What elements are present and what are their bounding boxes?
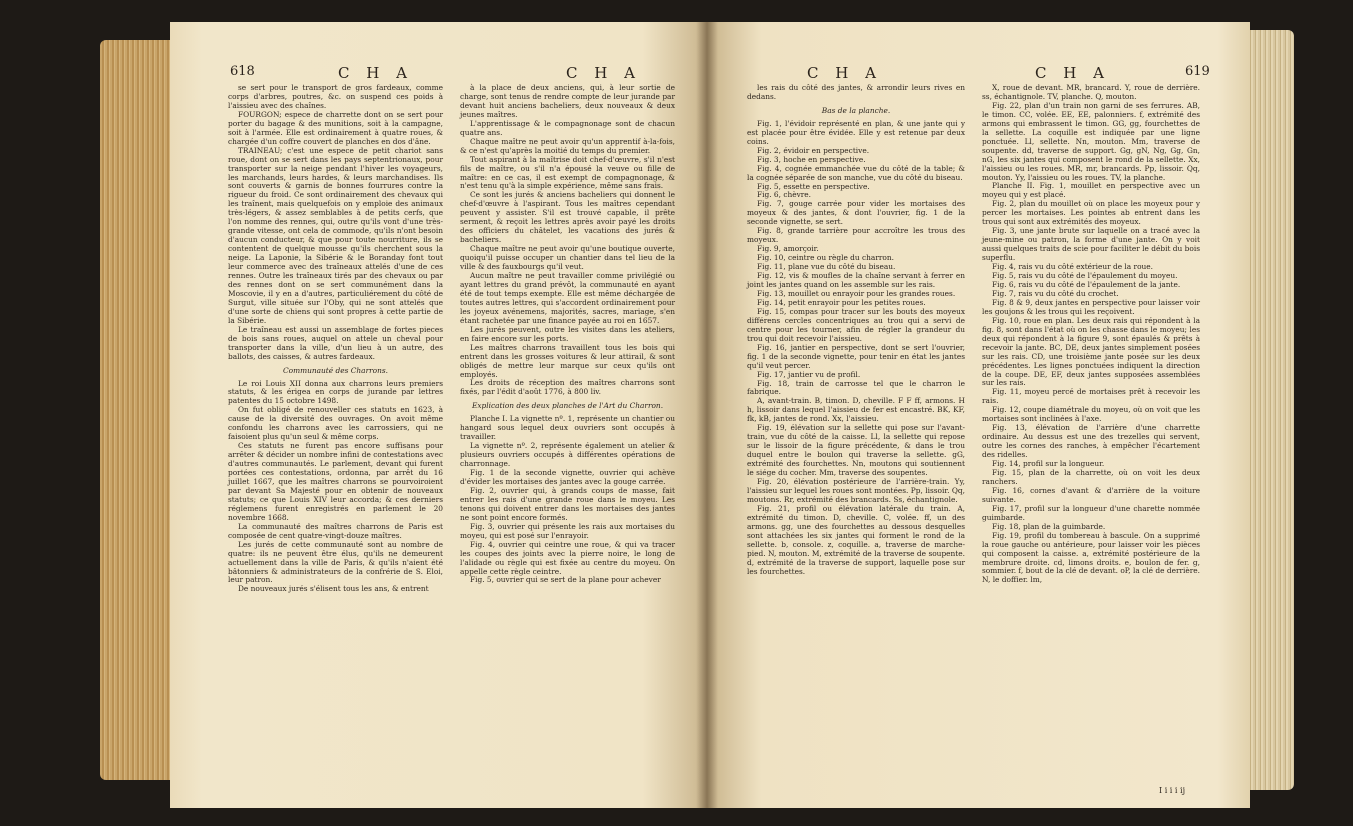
paragraph: Fig. 6, rais vu du côté de l'épaulement de la jante. xyxy=(992,279,1181,289)
paragraph: Fig. 1 de la seconde vignette, ouvrier qui achève d'évider les mortaises des jantes avec la gouge carrée. xyxy=(460,468,675,486)
paragraph: Fig. 7, gouge carrée pour vider les mortaises des moyeux & des jantes, & dont l'ouvrier, fig. 1 de la seconde vignette, se sert. xyxy=(747,199,965,227)
paragraph: Fig. 1, l'évidoir représenté en plan, & une jante qui y est placée pour être évidée. Elle y est retenue par deux coins. xyxy=(747,118,965,146)
paragraph: L'apprentissage & le compagnonage sont de chacun quatre ans. xyxy=(460,118,675,137)
paragraph: les rais du côté des jantes, & arrondir leurs rives en dedans. xyxy=(747,83,965,101)
paragraph: Fig. 12, vis & moufles de la chaîne servant à ferrer en joint les jantes quand on les assemble sur les rais. xyxy=(747,271,965,290)
book-gutter xyxy=(696,22,718,808)
paragraph: Fig. 2, évidoir en perspective. xyxy=(757,145,870,155)
paragraph: Fig. 3, ouvrier qui présente les rais aux mortaises du moyeu, qui est posé sur l'enrayoir. xyxy=(460,521,675,540)
paragraph: Fig. 18, train de carrosse tel que le charron le fabrique. xyxy=(747,378,965,397)
right-page-number: 619 xyxy=(1185,64,1210,79)
paragraph: Fig. 11, moyeu percé de mortaises prêt à recevoir les rais. xyxy=(982,387,1200,406)
paragraph: Fig. 6, chèvre. xyxy=(757,190,812,200)
right-page xyxy=(707,22,1250,808)
paragraph: Les maîtres charrons travaillent tous les bois qui entrent dans les grosses voitures & leur attirail, & sont obligés de mettre leur marque sur ceux qu'ils ont employés. xyxy=(460,342,675,379)
left-page-number: 618 xyxy=(230,64,255,79)
paragraph: Fig. 5, ouvrier qui se sert de la plane pour achever xyxy=(470,575,661,585)
paragraph: Chaque maître ne peut avoir qu'un apprentif à-la-fois, & ce n'est qu'après la moitié du temps du premier. xyxy=(460,136,675,155)
paragraph: Fig. 16, jantier en perspective, dont se sert l'ouvrier, fig. 1 de la seconde vignette, pour tenir en état les jantes qu'il veut percer. xyxy=(747,342,965,370)
paragraph: Fig. 13, élévation de l'arrière d'une charrette ordinaire. Au dessus est une des trezelles qui servent, outre les cornes des ranches, à empêcher l'écartement des ridelles. xyxy=(982,423,1200,460)
left-running-head-2: C H A xyxy=(566,64,641,82)
left-running-head-1: C H A xyxy=(338,64,413,82)
paragraph: Fig. 19, élévation sur la sellette qui pose sur l'avant-train, vue du côté de la caisse. Ll, la sellette qui repose sur le lissoir de la figure précédente, & dans le trou duquel entre le boulon qui traverse la sellette. gG, extrémité des fourchettes. Nn, moutons qui soutiennent le siége du cocher. Mm, traverse des soupentes. xyxy=(747,423,965,478)
paragraph: La communauté des maîtres charrons de Paris est composée de cent quatre-vingt-douze maîtres. xyxy=(228,521,443,540)
right-running-head-2: C H A xyxy=(1035,64,1110,82)
paragraph: se sert pour le transport de gros fardeaux, comme corps d'arbres, poutres, &c. on suspend ces poids à l'aissieu avec des chaînes. xyxy=(228,83,443,110)
paragraph: Fig. 9, amorçoir. xyxy=(757,244,819,254)
paragraph: Planche II. Fig. 1, mouillet en perspective avec un moyeu qui y est placé. xyxy=(982,181,1200,200)
left-page-edges xyxy=(100,40,172,780)
paragraph: Fig. 2, ouvrier qui, à grands coups de masse, fait entrer les rais d'une grande roue dans le moyeu. Les tenons qui doivent entrer dans les mortaises des jantes ne sont point encore formés. xyxy=(460,485,675,522)
section-heading: Explication des deux planches de l'Art du Charron. xyxy=(471,401,664,411)
paragraph: Fig. 4, ouvrier qui ceintre une roue, & qui va tracer les coupes des joints avec la pierre noire, le long de l'alidade ou règle qui est fixée au centre du moyeu. On appelle cette règle ceintre. xyxy=(460,539,675,576)
left-column-1 xyxy=(228,84,443,594)
signature-mark: I i i i ij xyxy=(1159,786,1186,795)
paragraph: On fut obligé de renouveller ces statuts en 1623, à cause de la diversité des ouvrages. On avoit même confondu les charrons avec les carrossiers, qui ne faisoient plus qu'un seul & même corps. xyxy=(228,405,443,442)
paragraph: Fig. 3, hoche en perspective. xyxy=(757,154,866,164)
paragraph: Le roi Louis XII donna aux charrons leurs premiers statuts, & les érigea en corps de jurande par lettres patentes du 15 octobre 1498. xyxy=(228,378,443,406)
paragraph: Fig. 12, coupe diamétrale du moyeu, où on voit que les mortaises sont inclinées à l'axe. xyxy=(982,405,1200,424)
paragraph: Fig. 2, plan du mouillet où on place les moyeux pour y percer les mortaises. Les pointes ab entrent dans les trous qui sont aux extrémités des moyeux. xyxy=(982,199,1200,227)
paragraph: Fig. 5, essette en perspective. xyxy=(757,181,870,191)
paragraph: Planche I. La vignette nº. 1, représente un chantier ou hangard sous lequel deux ouvriers sont occupés à travailler. xyxy=(460,414,675,442)
paragraph: Fig. 15, plan de la charrette, où on voit les deux ranchers. xyxy=(982,467,1200,486)
paragraph: Fig. 10, roue en plan. Les deux rais qui répondent à la fig. 8, sont dans l'état où on les chasse dans le moyeu; les deux qui répondent à la figure 9, sont épaulés & prêts à recevoir la jante. BC, DE, deux jantes simplement posées sur les rais. CD, une troisième jante posée sur les deux précédentes. Les lignes ponctuées indiquent la direction de la coupe. DE, EF, deux jantes supposées assemblées sur les rais. xyxy=(982,315,1200,388)
paragraph: Fig. 17, profil sur la longueur d'une charette nommée guimbarde. xyxy=(982,503,1200,522)
paragraph: Fig. 19, profil du tombereau à bascule. On a supprimé la roue gauche ou antérieure, pour laisser voir les pièces qui composent la caisse. a, extrémité postérieure de la membrure droite. cd, limons droits. e, boulon de fer. g, sommier. f, bout de la clé de devant. oP, la clé de derrière. N, le doffier. lm, xyxy=(982,530,1200,585)
paragraph: Fig. 14, profil sur la longueur. xyxy=(992,459,1105,469)
paragraph: Fig. 21, profil ou élévation latérale du train. A, extrémité du timon. D, cheville. C, volée. ff, un des armons. gg, une des fourchettes au dessous desquelles sont attachées les six jantes qui forment le rond de la sellette. b, console. z, coquille. a, traverse de marche-pied. N, mouton. M, extrémité de la traverse de soupente. d, extrémité de la traverse de support, laquelle pose sur les fourchettes. xyxy=(747,503,965,576)
paragraph: à la place de deux anciens, qui, à leur sortie de charge, sont tenus de rendre compte de leur jurande par devant huit anciens bacheliers, deux nouveaux & deux jeunes maîtres. xyxy=(460,83,675,119)
paragraph: La vignette nº. 2, représente également un atelier & plusieurs ouvriers occupés à différentes opérations de charronnage. xyxy=(460,441,675,469)
paragraph: Les jurés de cette communauté sont au nombre de quatre: ils ne peuvent être élus, qu'ils ne demeurent actuellement dans la ville de Paris, & qu'ils n'aient été bâtonniers & administrateurs de la confrérie de S. Eloi, leur patron. xyxy=(228,539,443,585)
paragraph: Fig. 3, une jante brute sur laquelle on a tracé avec la jeune-mine ou patron, la forme d'une jante. On y voit aussi quelques traits de scie pour faciliter le débit du bois superflu. xyxy=(982,226,1200,263)
paragraph: Fig. 22, plan d'un train non garni de ses ferrures. AB, le timon. CC, volée. EE, EE, palonniers. f, extrémité des armons qui embrassent le timon. GG, gg, fourchettes de la sellette. La coquille est indiquée par une ligne ponctuée. Ll, sellette. Nn, mouton. Mm, traverse de soupente. dd, traverse de support. Gg, gN, Ng, Gg, Gn, nG, les six jantes qui composent le rond de la sellette. Xx, l'aissieu ou les roues. MR, mr, brancards. Pp, lissoir. Qq, mouton. Yy, l'aissieu ou les roues. TV, la planche. xyxy=(982,100,1200,182)
paragraph: Le traîneau est aussi un assemblage de fortes pieces de bois sans roues, auquel on attele un cheval pour transporter dans la ville, d'un lieu à un autre, des ballots, des caisses, & autres fardeaux. xyxy=(228,324,443,361)
section-heading: Bas de la planche. xyxy=(821,105,891,115)
paragraph: Ces statuts ne furent pas encore suffisans pour arrêter & décider un nombre infini de contestations avec d'autres communautés. Le parlement, devant qui furent portées ces contestations, ordonna, par arrêt du 16 juillet 1667, que les maîtres charrons se pourvoiroient par devant Sa Majesté pour en obtenir de nouveaux statuts; ce que Louis XIV leur accorda; & ces derniers réglemens furent enregistrés en parlement le 20 novembre 1668. xyxy=(228,441,443,522)
left-page xyxy=(170,22,707,808)
paragraph: Les jurés peuvent, outre les visites dans les ateliers, en faire encore sur les ports. xyxy=(460,324,675,343)
paragraph: Fig. 15, compas pour tracer sur les bouts des moyeux différens cercles concentriques au trou qui a servi de centre pour les tourner, afin de régler la grandeur du trou qui doit recevoir l'aissieu. xyxy=(747,306,965,343)
paragraph: X, roue de devant. MR, brancard. Y, roue de derrière. ss, échantignole. TV, planche. Q, mouton. xyxy=(982,83,1200,101)
paragraph: Fig. 11, plane vue du côté du biseau. xyxy=(757,262,896,272)
paragraph: Fig. 8 & 9, deux jantes en perspective pour laisser voir les goujons & les trous qui les reçoivent. xyxy=(982,297,1200,316)
paragraph: Tout aspirant à la maîtrise doit chef-d'œuvre, s'il n'est fils de maître, ou s'il n'a épousé la veuve ou fille de maître: en ce cas, il est exempt de compagnonage, & n'est tenu qu'à la simple expérience, même sans frais. xyxy=(460,154,675,191)
paragraph: Fig. 18, plan de la guimbarde. xyxy=(992,521,1106,531)
paragraph: FOURGON; espece de charrette dont on se sert pour porter du bagage & des munitions, soit à la campagne, soit à l'armée. Elle est ordinairement à quatre roues, & chargée d'un coffre couvert de planches en dos d'âne. xyxy=(228,109,443,146)
right-column-1 xyxy=(747,84,965,576)
paragraph: Les droits de réception des maîtres charrons sont fixés, par l'édit d'août 1776, à 800 liv. xyxy=(460,378,675,397)
paragraph: Fig. 4, cognée emmanchée vue du côté de la table; & la cognée séparée de son manche, vue du côté du biseau. xyxy=(747,163,965,182)
paragraph: Fig. 5, rais vu du côté de l'épaulement du moyeu. xyxy=(992,271,1178,281)
paragraph: Fig. 13, mouillet ou enrayoir pour les grandes roues. xyxy=(757,288,956,298)
paragraph: De nouveaux jurés s'élisent tous les ans, & entrent xyxy=(238,584,429,594)
paragraph: Fig. 8, grande tarrière pour accroître les trous des moyeux. xyxy=(747,226,965,245)
right-running-head-1: C H A xyxy=(807,64,882,82)
left-column-2 xyxy=(460,84,675,585)
paragraph: Fig. 7, rais vu du côté du crochet. xyxy=(992,288,1119,298)
paragraph: Fig. 20, élévation postérieure de l'arrière-train. Yy, l'aissieu sur lequel les roues sont montées. Pp, lissoir. Qq, moutons. Rr, extrémité des brancards. Ss, échantignole. xyxy=(747,476,965,504)
paragraph: Chaque maître ne peut avoir qu'une boutique ouverte, quoiqu'il puisse occuper un chantier dans tel lieu de la ville & des fauxbourgs qu'il veut. xyxy=(460,244,675,272)
paragraph: Aucun maître ne peut travailler comme privilégié ou ayant lettres du grand prévôt, la communauté en ayant été de tout temps exempte. Elle est même déchargée de toutes autres lettres, qui s'accordent ordinairement pour les joyeux avénemens, majorités, sacres, mariage, s'en étant rachetée par une finance payée au roi en 1657. xyxy=(460,271,675,325)
paragraph: Fig. 16, cornes d'avant & d'arrière de la voiture suivante. xyxy=(982,485,1200,504)
section-heading: Communauté des Charrons. xyxy=(283,365,388,375)
paragraph: Fig. 4, rais vu du côté extérieur de la roue. xyxy=(992,262,1154,272)
paragraph: A, avant-train. B, timon. D, cheville. F F ff, armons. H h, lissoir dans lequel l'aissieu de fer est encastré. BK, KF, fk, kB, jantes de rond. Xx, l'aissieu. xyxy=(747,396,965,424)
right-page-edges xyxy=(1248,30,1294,790)
paragraph: Ce sont les jurés & anciens bacheliers qui donnent le chef-d'œuvre à l'aspirant. Tous les maîtres cependant peuvent y assister. S'il est trouvé capable, il prête serment, & reçoit les lettres après avoir payé les droits des officiers du châtelet, les vacations des jurés & bacheliers. xyxy=(460,190,675,245)
right-column-2 xyxy=(982,84,1200,585)
paragraph: TRAINEAU; c'est une espece de petit chariot sans roue, dont on se sert dans les pays septentrionaux, pour transporter sur la neige pendant l'hiver les voyageurs, les marchands, leurs hardes, & leurs marchandises. Ils sont couverts & garnis de bonnes fourrures contre la rigueur du froid. Ce sont ordinairement des chevaux qui les traînent, mais quelquefois on y emploie des animaux très-légers, & assez semblables à de petits cerfs, que l'on nomme des rennes, qui, outre qu'ils vont d'une très-grande vitesse, ont cela de commode, qu'ils n'ont besoin d'aucun conducteur, & que pour toute nourriture, ils se contentent de quelque mousse qu'ils cherchent sous la neige. La Laponie, la Sibérie & le Boranday font tout leur commerce avec des traîneaux attelés d'une de ces rennes. Outre les traîneaux tirés par des chevaux ou par des rennes dont on se sert communément dans la Moscovie, il y en a d'autres, particuliérement du côté de Surgut, ville située sur l'Oby, qui ne sont attelés que d'une sorte de chiens qui sont propres à cette partie de la Sibérie. xyxy=(228,145,443,325)
paragraph: Fig. 10, ceintre ou règle du charron. xyxy=(757,253,894,263)
paragraph: Fig. 17, jantier vu de profil. xyxy=(757,369,861,379)
paragraph: Fig. 14, petit enrayoir pour les petites roues. xyxy=(757,297,926,307)
